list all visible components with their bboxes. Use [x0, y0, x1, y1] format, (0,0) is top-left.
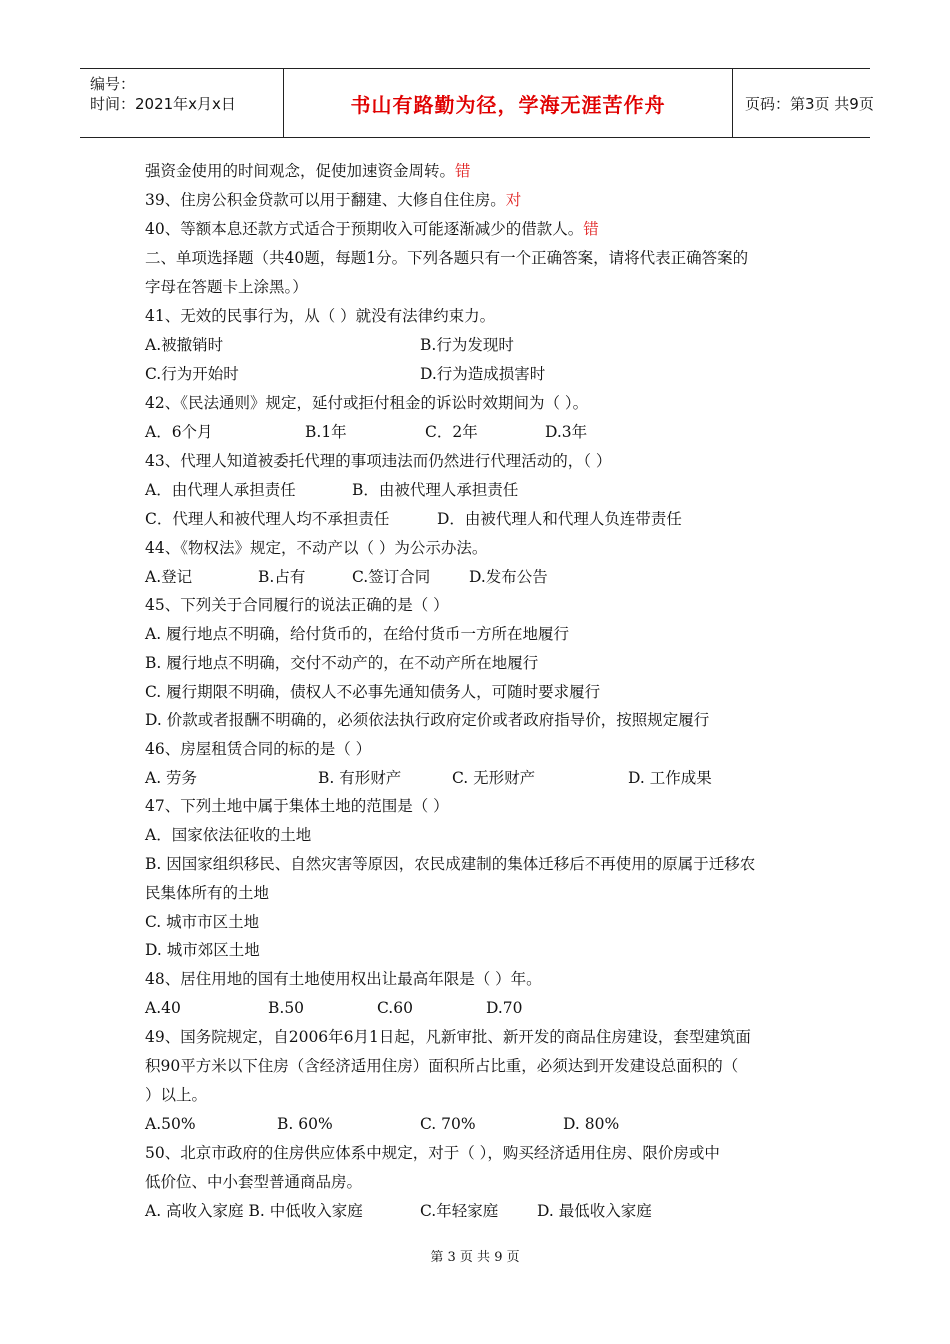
option: C. 无形财产	[452, 769, 536, 787]
option: A．国家依法征收的土地	[145, 826, 312, 844]
option: C.行为开始时	[145, 365, 239, 383]
option: A.被撤销时	[145, 336, 224, 354]
option: B.1年	[305, 423, 347, 441]
option: C.年轻家庭	[420, 1202, 499, 1220]
answer-mark: 错	[455, 162, 471, 180]
document-date-label: 时间：2021年x月x日	[90, 95, 236, 113]
question-49-cont: ）以上。	[145, 1086, 208, 1104]
question-46: 46、房屋租赁合同的标的是（ ）	[145, 740, 372, 758]
option: A. 劳务	[145, 769, 198, 787]
option: A．由代理人承担责任	[145, 481, 296, 499]
page-number-label: 页码：第3页 共9页	[745, 95, 874, 113]
option: C．代理人和被代理人均不承担责任	[145, 510, 390, 528]
option: D. 价款或者报酬不明确的，必须依法执行政府定价或者政府指导价，按照规定履行	[145, 711, 710, 729]
option: A．6个月	[145, 423, 213, 441]
option: D．由被代理人和代理人负连带责任	[437, 510, 682, 528]
option: B. 有形财产	[318, 769, 402, 787]
option: D.发布公告	[469, 568, 548, 586]
option: C.60	[377, 999, 413, 1017]
option: D. 城市郊区土地	[145, 941, 260, 959]
question-49: 49、国务院规定，自2006年6月1日起，凡新审批、新开发的商品住房建设，套型建筑面	[145, 1028, 751, 1046]
text-line: 强资金使用的时间观念，促使加速资金周转。错	[145, 162, 471, 180]
option: D.3年	[545, 423, 588, 441]
option: B.50	[268, 999, 305, 1017]
question-39: 39、住房公积金贷款可以用于翻建、大修自住住房。对	[145, 191, 522, 209]
option: D. 80%	[563, 1115, 620, 1133]
option: C. 城市市区土地	[145, 913, 260, 931]
question-47: 47、下列土地中属于集体土地的范围是（ ）	[145, 797, 449, 815]
option: B. 60%	[277, 1115, 333, 1133]
question-42: 42、《民法通则》规定，延付或拒付租金的诉讼时效期间为（ ）。	[145, 394, 589, 412]
option: A.40	[145, 999, 181, 1017]
option-cont: 民集体所有的土地	[145, 884, 270, 902]
question-49-cont: 积90平方米以下住房（含经济适用住房）面积所占比重，必须达到开发建设总面积的（	[145, 1057, 739, 1075]
page-header	[80, 68, 874, 138]
option: A.登记	[145, 568, 193, 586]
question-50-cont: 低价位、中小套型普通商品房。	[145, 1173, 363, 1191]
section-heading: 二、单项选择题（共40题，每题1分。下列各题只有一个正确答案，请将代表正确答案的	[145, 249, 749, 267]
option: A.50%	[145, 1115, 196, 1133]
option: A. 高收入家庭 B. 中低收入家庭	[145, 1202, 363, 1220]
header-motto-cell	[283, 69, 733, 137]
option: C. 履行期限不明确，债权人不必事先通知债务人，可随时要求履行	[145, 683, 601, 701]
header-meta-cell	[80, 69, 283, 137]
question-44: 44、《物权法》规定，不动产以（ ）为公示办法。	[145, 539, 488, 557]
option: D.行为造成损害时	[420, 365, 546, 383]
question-50: 50、北京市政府的住房供应体系中规定，对于（ ），购买经济适用住房、限价房或中	[145, 1144, 720, 1162]
question-43: 43、代理人知道被委托代理的事项违法而仍然进行代理活动的，（ ）	[145, 452, 612, 470]
option: B．由被代理人承担责任	[352, 481, 519, 499]
header-page-cell	[733, 69, 874, 137]
option: B.行为发现时	[420, 336, 514, 354]
question-41: 41、无效的民事行为，从（ ）就没有法律约束力。	[145, 307, 496, 325]
question-48: 48、居住用地的国有土地使用权出让最高年限是（ ）年。	[145, 970, 542, 988]
option: D. 最低收入家庭	[537, 1202, 652, 1220]
option: B. 履行地点不明确，交付不动产的，在不动产所在地履行	[145, 654, 539, 672]
question-40: 40、等额本息还款方式适合于预期收入可能逐渐减少的借款人。错	[145, 220, 599, 238]
page-footer: 第 3 页 共 9 页	[430, 1250, 520, 1265]
option: C．2年	[425, 423, 478, 441]
option: C.签订合同	[352, 568, 431, 586]
option: B.占有	[258, 568, 306, 586]
answer-mark: 对	[505, 191, 522, 209]
option: D.70	[486, 999, 523, 1017]
option: C. 70%	[420, 1115, 476, 1133]
option: A. 履行地点不明确，给付货币的，在给付货币一方所在地履行	[145, 625, 570, 643]
motto-text: 书山有路勤为径，学海无涯苦作舟	[350, 93, 666, 117]
question-45: 45、下列关于合同履行的说法正确的是（ ）	[145, 596, 449, 614]
section-heading-cont: 字母在答题卡上涂黑。）	[145, 278, 308, 296]
document-number-label: 编号：	[90, 75, 136, 93]
answer-mark: 错	[583, 220, 599, 238]
option: B. 因国家组织移民、自然灾害等原因，农民成建制的集体迁移后不再使用的原属于迁移农	[145, 855, 756, 873]
option: D. 工作成果	[628, 769, 712, 787]
